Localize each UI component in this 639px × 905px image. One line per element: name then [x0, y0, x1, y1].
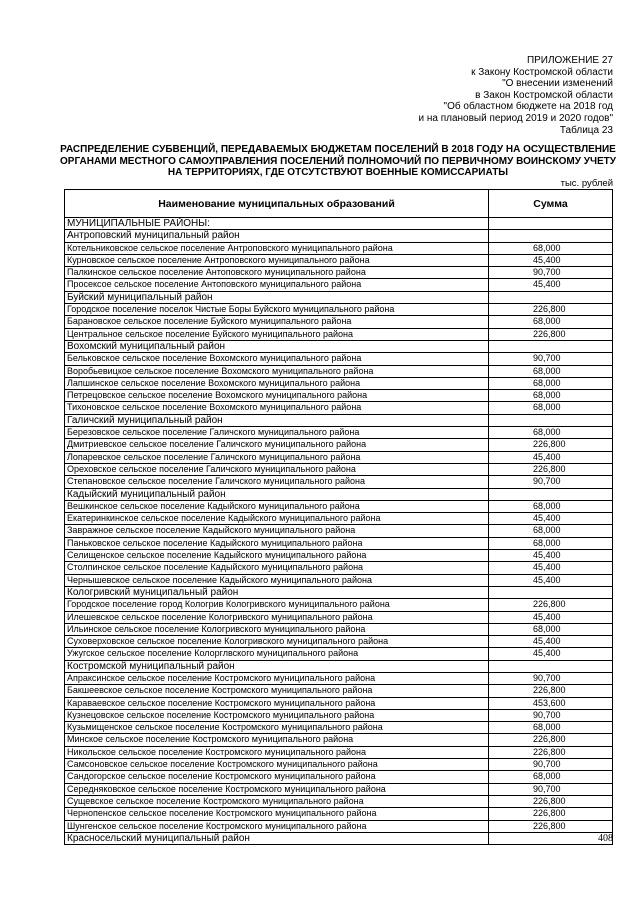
- settlement-name-cell: Курновское сельское поселение Антроповского муниципального района: [65, 254, 489, 266]
- settlement-name-cell: Караваевское сельское поселение Костромского муниципального района: [65, 697, 489, 709]
- table-row: [65, 242, 613, 254]
- amount-cell: 68,000: [489, 722, 613, 734]
- table-row: [65, 304, 613, 316]
- table-row: [65, 390, 613, 402]
- amount-cell: [489, 660, 613, 672]
- amount-cell: 90,700: [489, 759, 613, 771]
- amount-cell: [489, 488, 613, 500]
- amount-cell: 68,000: [489, 377, 613, 389]
- district-name-cell: Кадыйский муниципальный район: [65, 488, 489, 500]
- table-row: [65, 685, 613, 697]
- settlement-name-cell: Лапшинское сельское поселение Вохомского муниципального района: [65, 377, 489, 389]
- amount-cell: [489, 218, 613, 230]
- settlement-name-cell: Суховерховское сельское поселение Кологривского муниципального района: [65, 636, 489, 648]
- table-row: [65, 537, 613, 549]
- amount-cell: 90,700: [489, 672, 613, 684]
- amount-cell: 90,700: [489, 783, 613, 795]
- settlement-name-cell: Паньковское сельское поселение Кадыйского муниципального района: [65, 537, 489, 549]
- district-name-cell: Красносельский муниципальный район: [65, 832, 489, 844]
- amount-cell: 90,700: [489, 353, 613, 365]
- amount-cell: 68,000: [489, 316, 613, 328]
- amount-cell: [489, 586, 613, 598]
- header-line: "О внесении изменений: [502, 78, 613, 90]
- table-group-row: [65, 230, 613, 242]
- table-row: [65, 550, 613, 562]
- settlement-name-cell: Сандогорское сельское поселение Костромского муниципального района: [65, 771, 489, 783]
- amount-cell: 45,400: [489, 562, 613, 574]
- table-row: [65, 328, 613, 340]
- amount-cell: 90,700: [489, 709, 613, 721]
- table-group-row: [65, 291, 613, 303]
- amount-cell: 68,000: [489, 500, 613, 512]
- table-row: [65, 377, 613, 389]
- settlement-name-cell: Чернопенское сельское поселение Костромского муниципального района: [65, 808, 489, 820]
- table-row: [65, 316, 613, 328]
- amount-cell: 45,400: [489, 451, 613, 463]
- settlement-name-cell: Городское поселение поселок Чистые Боры Буйского муниципального района: [65, 304, 489, 316]
- table-row: [65, 525, 613, 537]
- header-line: Таблица 23: [559, 124, 613, 136]
- amount-cell: 45,400: [489, 648, 613, 660]
- table-row: [65, 746, 613, 758]
- settlement-name-cell: Тихоновское сельское поселение Вохомского муниципального района: [65, 402, 489, 414]
- settlement-name-cell: Центральное сельское поселение Буйского муниципального района: [65, 328, 489, 340]
- settlement-name-cell: Бакшеевское сельское поселение Костромского муниципального района: [65, 685, 489, 697]
- amount-cell: 453,600: [489, 697, 613, 709]
- settlement-name-cell: Воробьевицкое сельское поселение Вохомского муниципального района: [65, 365, 489, 377]
- table-row: [65, 820, 613, 832]
- table-row: [65, 623, 613, 635]
- table-row: [65, 353, 613, 365]
- header-line: к Закону Костромской области: [471, 66, 613, 78]
- table-group-row: [65, 218, 613, 230]
- table-row: [65, 254, 613, 266]
- amount-cell: [489, 414, 613, 426]
- amount-cell: 68,000: [489, 390, 613, 402]
- amount-cell: 90,700: [489, 267, 613, 279]
- amount-cell: 226,800: [489, 463, 613, 475]
- settlement-name-cell: Ореховское сельское поселение Галичского муниципального района: [65, 463, 489, 475]
- table-row: [65, 783, 613, 795]
- header-line: и на плановый период 2019 и 2020 годов": [418, 112, 613, 124]
- amount-cell: [489, 230, 613, 242]
- amount-cell: 68,000: [489, 402, 613, 414]
- column-header-amount: Сумма: [489, 190, 613, 218]
- amount-cell: 68,000: [489, 771, 613, 783]
- settlement-name-cell: Степановское сельское поселение Галичского муниципального района: [65, 476, 489, 488]
- table-row: [65, 427, 613, 439]
- settlement-name-cell: Петрецовское сельское поселение Вохомского муниципального района: [65, 390, 489, 402]
- district-name-cell: Вохомский муниципальный район: [65, 340, 489, 352]
- table-row: [65, 451, 613, 463]
- district-name-cell: Антроповский муниципальный район: [65, 230, 489, 242]
- amount-cell: 68,000: [489, 365, 613, 377]
- table-row: [65, 562, 613, 574]
- table-group-row: [65, 340, 613, 352]
- settlement-name-cell: Завражное сельское поселение Кадыйского муниципального района: [65, 525, 489, 537]
- settlement-name-cell: Палкинское сельское поселение Антоповского муниципального района: [65, 267, 489, 279]
- amount-cell: 45,400: [489, 279, 613, 291]
- settlement-name-cell: Кузнецовское сельское поселение Костромского муниципального района: [65, 709, 489, 721]
- amount-cell: 90,700: [489, 476, 613, 488]
- settlement-name-cell: Сущевское сельское поселение Костромского муниципального района: [65, 795, 489, 807]
- settlement-name-cell: Котельниковское сельское поселение Антроповского муниципального района: [65, 242, 489, 254]
- settlement-name-cell: Апраксинское сельское поселение Костромского муниципального района: [65, 672, 489, 684]
- subsidy-table: [64, 189, 613, 845]
- amount-cell: 226,800: [489, 328, 613, 340]
- title-line: НА ТЕРРИТОРИЯХ, ГДЕ ОТСУТСТВУЮТ ВОЕННЫЕ КОМИССАРИАТЫ: [167, 167, 509, 178]
- amount-cell: 68,000: [489, 427, 613, 439]
- settlement-name-cell: Самсоновское сельское поселение Костромского муниципального района: [65, 759, 489, 771]
- table-row: [65, 279, 613, 291]
- table-header-row: [65, 190, 613, 218]
- table-row: [65, 697, 613, 709]
- amount-cell: 226,800: [489, 304, 613, 316]
- table-row: [65, 808, 613, 820]
- amount-cell: 45,400: [489, 254, 613, 266]
- settlement-name-cell: Екатеринкинское сельское поселение Кадыйского муниципального района: [65, 513, 489, 525]
- settlement-name-cell: Никольское сельское поселение Костромского муниципального района: [65, 746, 489, 758]
- header-line: в Закон Костромской области: [475, 89, 613, 101]
- amount-cell: 226,800: [489, 808, 613, 820]
- table-row: [65, 648, 613, 660]
- table-row: [65, 771, 613, 783]
- settlement-name-cell: Минское сельское поселение Костромского муниципального района: [65, 734, 489, 746]
- amount-cell: 226,800: [489, 599, 613, 611]
- table-row: [65, 574, 613, 586]
- settlement-name-cell: Городское поселение город Кологрив Кологривского муниципального района: [65, 599, 489, 611]
- table-row: [65, 795, 613, 807]
- settlement-name-cell: Чернышевское сельское поселение Кадыйского муниципального района: [65, 574, 489, 586]
- table-row: [65, 402, 613, 414]
- amount-cell: 68,000: [489, 537, 613, 549]
- amount-cell: 68,000: [489, 242, 613, 254]
- settlement-name-cell: Лопаревское сельское поселение Галичского муниципального района: [65, 451, 489, 463]
- settlement-name-cell: Середняковское сельское поселение Костромского муниципального района: [65, 783, 489, 795]
- district-name-cell: Галичский муниципальный район: [65, 414, 489, 426]
- title-line: РАСПРЕДЕЛЕНИЕ СУБВЕНЦИЙ, ПЕРЕДАВАЕМЫХ БЮДЖЕТАМ ПОСЕЛЕНИЙ В 2018 ГОДУ НА ОСУЩЕСТВЛЕНИЕ: [60, 144, 616, 155]
- settlement-name-cell: Селищенское сельское поселение Кадыйского муниципального района: [65, 550, 489, 562]
- table-group-row: [65, 586, 613, 598]
- district-name-cell: Костромской муниципальный район: [65, 660, 489, 672]
- settlement-name-cell: Ужугское сельское поселение Колорглвского муниципального района: [65, 648, 489, 660]
- settlement-name-cell: Илешевское сельское поселение Кологривского муниципального района: [65, 611, 489, 623]
- amount-cell: 45,400: [489, 574, 613, 586]
- table-row: [65, 267, 613, 279]
- header-line: "Об областном бюджете на 2018 год: [443, 101, 613, 113]
- district-name-cell: Буйский муниципальный район: [65, 291, 489, 303]
- amount-cell: [489, 340, 613, 352]
- settlement-name-cell: Барановское сельское поселение Буйского муниципального района: [65, 316, 489, 328]
- title-line: ОРГАНАМИ МЕСТНОГО САМОУПРАВЛЕНИЯ ПОСЕЛЕНИЙ ПОЛНОМОЧИЙ ПО ПЕРВИЧНОМУ ВОИНСКОМУ УЧЕТУ: [60, 155, 616, 167]
- table-row: [65, 500, 613, 512]
- amount-cell: 68,000: [489, 623, 613, 635]
- settlement-name-cell: Столпинское сельское поселение Кадыйского муниципального района: [65, 562, 489, 574]
- table-group-row: [65, 660, 613, 672]
- table-row: [65, 722, 613, 734]
- amount-cell: 226,800: [489, 734, 613, 746]
- units-label: тыс. рублей: [560, 178, 613, 189]
- settlement-name-cell: Шунгенское сельское поселение Костромского муниципального района: [65, 820, 489, 832]
- settlement-name-cell: Кузьмищенское сельское поселение Костромского муниципального района: [65, 722, 489, 734]
- district-name-cell: Кологривский муниципальный район: [65, 586, 489, 598]
- amount-cell: 68,000: [489, 525, 613, 537]
- amount-cell: 226,800: [489, 820, 613, 832]
- table-row: [65, 709, 613, 721]
- amount-cell: 45,400: [489, 513, 613, 525]
- amount-cell: 226,800: [489, 746, 613, 758]
- settlement-name-cell: Дмитриевское сельское поселение Галичского муниципального района: [65, 439, 489, 451]
- district-name-cell: МУНИЦИПАЛЬНЫЕ РАЙОНЫ:: [65, 218, 489, 230]
- table-body: [65, 218, 613, 845]
- table-row: [65, 365, 613, 377]
- header-line: ПРИЛОЖЕНИЕ 27: [526, 55, 613, 66]
- table-row: [65, 439, 613, 451]
- amount-cell: 226,800: [489, 795, 613, 807]
- amount-cell: 45,400: [489, 636, 613, 648]
- settlement-name-cell: Вешкинское сельское поселение Кадыйского муниципального района: [65, 500, 489, 512]
- settlement-name-cell: Ильинское сельское поселение Кологривского муниципального района: [65, 623, 489, 635]
- amount-cell: [489, 291, 613, 303]
- settlement-name-cell: Просексое сельское поселение Антоповского муниципального района: [65, 279, 489, 291]
- column-header-name: Наименование муниципальных образований: [65, 190, 489, 218]
- amount-cell: 45,400: [489, 550, 613, 562]
- amount-cell: 226,800: [489, 685, 613, 697]
- table-row: [65, 759, 613, 771]
- settlement-name-cell: Бельковское сельское поселение Вохомского муниципального района: [65, 353, 489, 365]
- amount-cell: [489, 832, 613, 844]
- table-row: [65, 672, 613, 684]
- table-row: [65, 734, 613, 746]
- table-row: [65, 599, 613, 611]
- appendix-header: [293, 55, 613, 136]
- amount-cell: 45,400: [489, 611, 613, 623]
- table-row: [65, 513, 613, 525]
- table-row: [65, 476, 613, 488]
- table-group-row: [65, 414, 613, 426]
- amount-cell: 226,800: [489, 439, 613, 451]
- table-row: [65, 463, 613, 475]
- table-row: [65, 611, 613, 623]
- page-number: 408: [598, 833, 613, 844]
- document-title: [58, 144, 618, 179]
- table-group-row: [65, 832, 613, 844]
- table-group-row: [65, 488, 613, 500]
- table-row: [65, 636, 613, 648]
- settlement-name-cell: Березовское сельское поселение Галичского муниципального района: [65, 427, 489, 439]
